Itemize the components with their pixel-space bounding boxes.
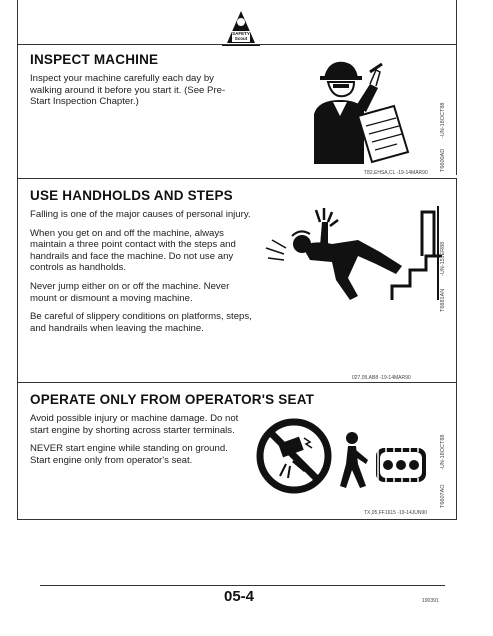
logo-line2: Scout	[234, 36, 248, 41]
section2-paragraph-4: Be careful of slippery conditions on platforms, steps, and handrails when leaving the machine.	[30, 311, 252, 334]
section3-left-border	[17, 382, 18, 520]
section3-side-code-1: -UN-18OCT88	[440, 434, 446, 470]
section3-figure-ref: TX,05,FF1615 -19-14JUN90	[364, 510, 428, 516]
section2-right-border	[456, 178, 457, 382]
section3-bottom-rule	[17, 519, 456, 520]
section1-body	[30, 73, 245, 115]
footer-rule	[40, 585, 445, 586]
section1-top-rule	[17, 44, 456, 45]
section3-body	[30, 413, 245, 473]
section1-paragraph: Inspect your machine carefully each day by walking around it before you start it. (See Pre-Start Inspection Chapter.)	[30, 73, 226, 108]
section-title-operator-seat: OPERATE ONLY FROM OPERATOR'S SEAT	[30, 392, 315, 407]
section3-top-rule	[17, 382, 456, 383]
section2-paragraph-1: Falling is one of the major causes of personal injury.	[30, 209, 251, 220]
footer-code: 190391	[422, 598, 439, 604]
section2-top-rule	[17, 178, 456, 179]
section-title-handholds-steps: USE HANDHOLDS AND STEPS	[30, 188, 233, 203]
section1-side-code-2: T6600AD	[440, 148, 446, 172]
section1-side-code-1: -UN-18OCT88	[440, 102, 446, 138]
safety-logo	[226, 10, 256, 44]
section2-body	[30, 209, 252, 341]
person-hit-by-track-icon	[338, 430, 428, 494]
section3-right-border	[456, 382, 457, 520]
section2-paragraph-3: Never jump either on or off the machine. Never mount or dismount a moving machine.	[30, 280, 230, 304]
section1-figure-ref: T82,EHSA,CL -19-14MAR90	[364, 170, 428, 176]
section2-paragraph-2: When you get on and off the machine, always maintain a three point contact with the steps and handrails and face the machine. Do not use any controls as handholds.	[30, 227, 236, 274]
no-shorting-starter-icon	[256, 418, 332, 494]
section3-paragraph-2: NEVER start engine while standing on ground. Start engine only from operator's seat.	[30, 443, 228, 466]
page-number: 05-4	[224, 588, 255, 605]
logo-line1: SAFETY	[232, 31, 250, 36]
person-with-clipboard-icon	[298, 54, 413, 172]
section2-left-border	[17, 178, 18, 382]
section2-side-code-1: -UN-15JER88	[440, 241, 446, 276]
section2-figure-ref: 027,05,AB8 -19-14MAR90	[352, 375, 411, 381]
person-falling-from-steps-icon	[262, 200, 444, 306]
section-title-inspect-machine: INSPECT MACHINE	[30, 52, 159, 67]
page-right-border	[456, 0, 457, 175]
section2-side-code-2: T6881AN	[440, 288, 446, 312]
page-left-border	[17, 0, 18, 178]
section3-paragraph-1: Avoid possible injury or machine damage. Do not start engine by shorting across starter terminals.	[30, 413, 239, 436]
section3-side-code-2: T6607AO	[440, 484, 446, 508]
